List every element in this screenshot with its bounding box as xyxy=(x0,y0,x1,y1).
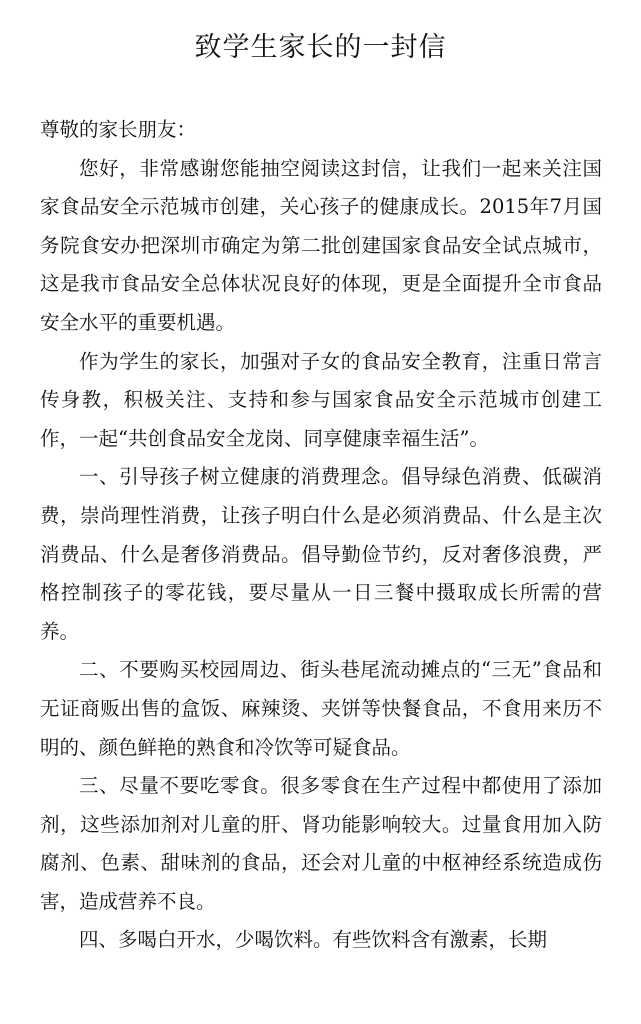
letter-paragraph-point-3: 三、尽量不要吃零食。很多零食在生产过程中都使用了添加剂，这些添加剂对儿童的肝、肾功能影响较大。过量食用加入防腐剂、色素、甜味剂的食品，还会对儿童的中枢神经系统造成伤害，造成营养不良。 xyxy=(40,774,602,913)
letter-body xyxy=(40,111,602,960)
letter-paragraph-parents-role: 作为学生的家长，加强对子女的食品安全教育，注重日常言传身教，积极关注、支持和参与国家食品安全示范城市创建工作，一起“共创食品安全龙岗、同享健康幸福生活”。 xyxy=(40,349,602,450)
letter-paragraph-point-4: 四、多喝白开水，少喝饮料。有些饮料含有激素，长期 xyxy=(79,928,548,952)
letter-paragraph-greeting: 您好，非常感谢您能抽空阅读这封信，让我们一起来关注国家食品安全示范城市创建，关心孩子的健康成长。2015年7月国务院食安办把深圳市确定为第二批创建国家食品安全试点城市，这是我市食品安全总体状况良好的体现，更是全面提升全市食品安全水平的重要机遇。 xyxy=(40,156,602,334)
letter-paragraph-point-2: 二、不要购买校园周边、街头巷尾流动摊点的“三无”食品和无证商贩出售的盒饭、麻辣烫、夹饼等快餐食品，不食用来历不明的、颜色鲜艳的熟食和冷饮等可疑食品。 xyxy=(40,658,602,759)
letter-paragraph-point-1: 一、引导孩子树立健康的消费理念。倡导绿色消费、低碳消费，崇尚理性消费，让孩子明白什么是必须消费品、什么是主次消费品、什么是奢侈消费品。倡导勤俭节约，反对奢侈浪费，严格控制孩子的零花钱，要尽量从一日三餐中摄取成长所需的营养。 xyxy=(40,465,602,643)
letter-title: 致学生家长的一封信 xyxy=(194,32,447,63)
letter-salutation: 尊敬的家长朋友： xyxy=(40,118,197,141)
